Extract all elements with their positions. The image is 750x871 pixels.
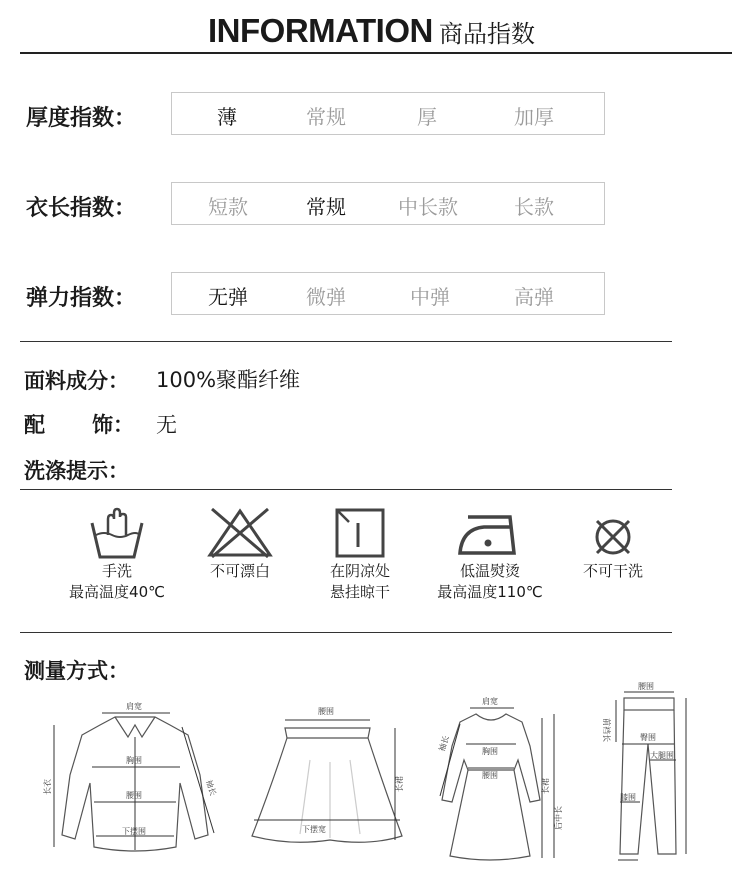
dress-back-length-label: 后中长 (554, 806, 563, 830)
thickness-option-thin: 薄 (217, 105, 237, 129)
care-item-no-dry-clean (548, 505, 678, 582)
accessory-label-1: 配 (24, 413, 45, 437)
page-subtitle: 商品指数 (439, 20, 535, 48)
dress-chest-label: 胸围 (482, 747, 498, 756)
shirt-waist-label: 腰围 (126, 791, 142, 800)
thickness-index-label: 厚度指数： (26, 106, 137, 131)
hand-wash-icon (86, 505, 148, 561)
skirt-waist-label: 腰围 (318, 707, 334, 716)
pants-knee-label: 膝围 (620, 793, 636, 802)
measure-title: 测量方式： (24, 659, 129, 683)
page-title: INFORMATION (208, 12, 433, 49)
material-label: 面料成分： (24, 369, 129, 393)
no-tumble-dry-icon (585, 505, 641, 561)
length-option-midlong: 中长款 (398, 195, 458, 219)
dress-waist-label: 腰围 (482, 771, 498, 780)
header-divider (20, 52, 732, 54)
care-item-no-bleach (175, 505, 305, 582)
thickness-option-regular: 常规 (306, 105, 346, 129)
shirt-hem-label: 下摆围 (122, 827, 146, 836)
dress-sleeve-label: 袖长 (437, 734, 451, 753)
dress-measure-diagram (430, 690, 580, 865)
care-text-line1: 低温熨烫 (459, 562, 520, 580)
length-option-long: 长款 (514, 195, 554, 219)
care-text-line1: 不可干洗 (582, 562, 643, 580)
pants-front-rise-label: 前裆长 (602, 718, 611, 742)
elasticity-option-none: 无弹 (208, 285, 248, 309)
no-bleach-icon (204, 505, 276, 561)
care-item-low-iron (425, 505, 555, 603)
elasticity-index-box (171, 272, 605, 315)
care-text-line2: 最高温度110℃ (437, 583, 543, 601)
skirt-length-label: 长裙 (395, 776, 404, 792)
care-text-line1: 手洗 (101, 562, 132, 580)
section-divider (20, 632, 672, 633)
shade-dry-icon (332, 505, 388, 561)
accessory-label-2: 饰： (92, 413, 134, 437)
length-option-regular: 常规 (306, 195, 346, 219)
low-iron-icon (454, 505, 526, 561)
shirt-measure-diagram (30, 695, 230, 865)
skirt-measure-diagram (240, 700, 420, 860)
pants-waist-label: 腰围 (638, 682, 654, 691)
elasticity-option-medium: 中弹 (410, 285, 450, 309)
care-item-shade-dry (295, 505, 425, 603)
care-item-hand-wash (52, 505, 182, 603)
thickness-option-thick: 厚 (417, 105, 437, 129)
section-divider (20, 489, 672, 490)
shirt-chest-label: 胸围 (126, 756, 142, 765)
care-text-line2: 最高温度40℃ (69, 583, 165, 601)
length-index-label: 衣长指数： (26, 196, 137, 221)
shirt-length-label: 长衣 (43, 779, 52, 795)
dress-shoulder-label: 肩宽 (482, 697, 498, 706)
care-text-line1: 在阴凉处 (329, 562, 390, 580)
dress-length-label: 长裙 (541, 778, 550, 794)
pants-thigh-label: 大腿围 (650, 751, 674, 760)
skirt-hem-label: 下摆宽 (302, 825, 326, 834)
material-value: 100%聚酯纤维 (156, 368, 301, 392)
care-text-line2: 悬挂晾干 (329, 583, 390, 601)
elasticity-option-high: 高弹 (514, 285, 554, 309)
elasticity-index-label: 弹力指数： (26, 286, 137, 311)
care-text-line1: 不可漂白 (209, 562, 270, 580)
pants-hip-label: 臀围 (640, 733, 656, 742)
length-option-short: 短款 (208, 195, 248, 219)
pants-measure-diagram (590, 682, 700, 865)
care-title: 洗涤提示： (24, 459, 129, 483)
elasticity-option-slight: 微弹 (306, 285, 346, 309)
length-index-box (171, 182, 605, 225)
shirt-sleeve-label: 袖长 (204, 778, 218, 797)
accessory-value: 无 (156, 413, 177, 437)
thickness-index-box (171, 92, 605, 135)
shirt-shoulder-label: 肩宽 (126, 702, 142, 711)
thickness-option-extra-thick: 加厚 (514, 105, 554, 129)
section-divider (20, 341, 672, 342)
